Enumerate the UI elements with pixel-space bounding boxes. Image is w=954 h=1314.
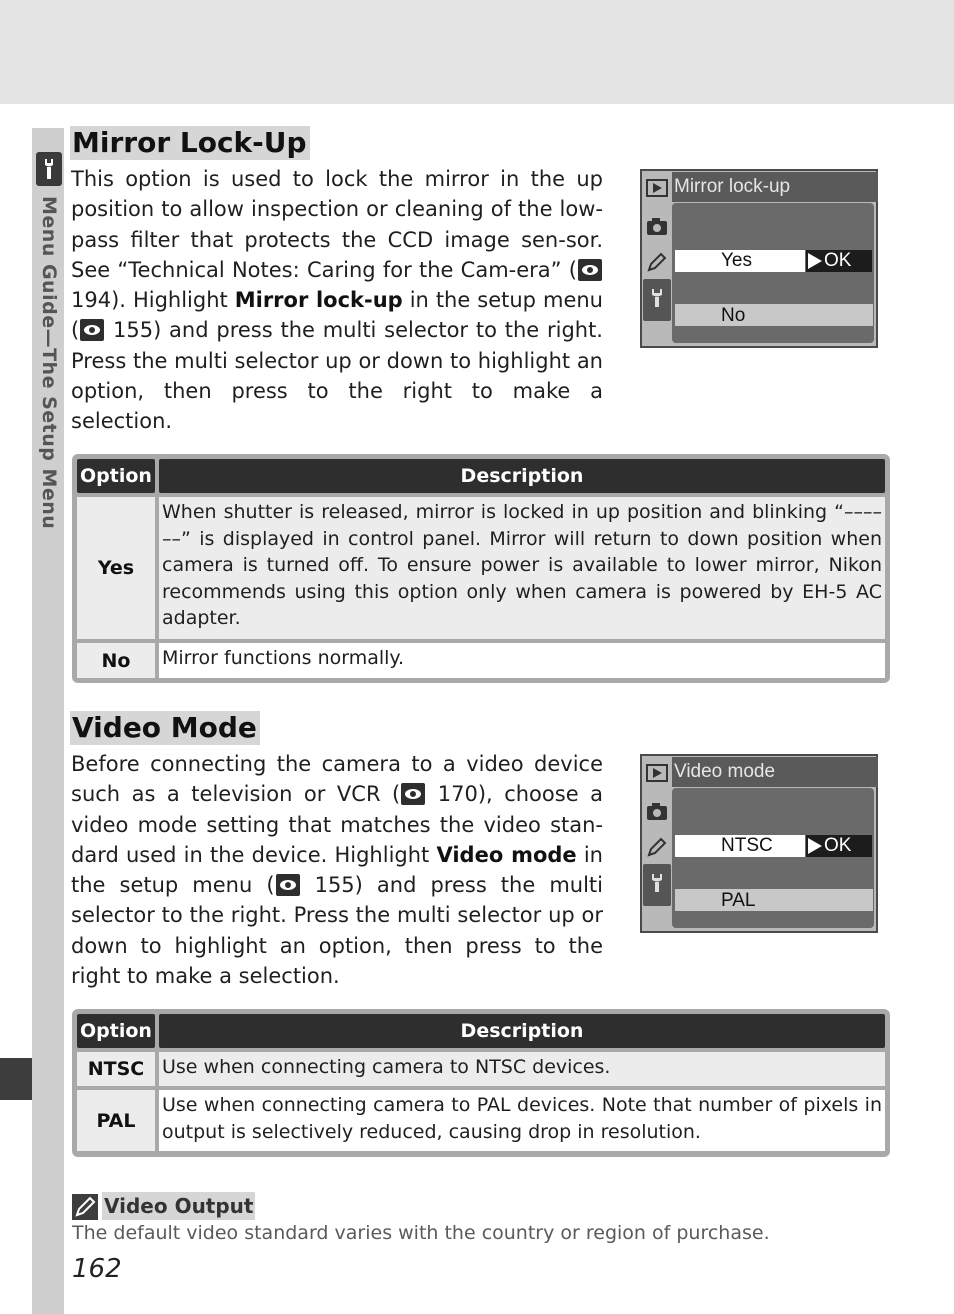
note-text: The default video standard varies with the country or region of purchase. — [72, 1222, 770, 1244]
wrench-icon — [36, 152, 62, 186]
options-table-mirror-lock-up — [72, 454, 890, 683]
table-cell-option: PAL — [77, 1090, 155, 1151]
section-thumb-tab — [0, 1058, 32, 1100]
menu-item-name: Mirror lock-up — [234, 288, 403, 313]
table-cell-description: Use when connecting camera to PAL devices. Note that number of pixels in output is selectively reduced, causing drop in resolution. — [159, 1090, 885, 1151]
menu-option[interactable]: No — [675, 304, 873, 326]
menu-screen-video-mode — [640, 754, 878, 933]
section-body-video-mode: Before connecting the camera to a video device such as a television or VCR ( 170), choose a video mode setting that matches the video stan-dard used in the device. Highlight Video mode in the setup menu ( 155) and press the multi selector to the right. Press the multi selector up or down to highlight an option, then press to the right to make a selection. — [71, 752, 603, 989]
ok-indicator: OK — [806, 250, 872, 272]
section-body-mirror-lock-up: This option is used to lock the mirror in the up position to allow inspection or cleaning of the low-pass filter that protects the CCD image sen-sor. See “Technical Notes: Caring for the Cam-era” ( 194). Highlight Mirror lock-up in the setup menu ( 155) and press the multi selector to the right. Press the multi selector up or down to highlight an option, then press to the right to make a selection. — [71, 167, 603, 434]
header-band — [0, 0, 954, 104]
reference-icon — [401, 783, 425, 805]
menu-item-name: Video mode — [436, 842, 577, 867]
reference-icon — [80, 319, 104, 341]
table-cell-description: Use when connecting camera to NTSC devices. — [159, 1052, 885, 1086]
section-title-mirror-lock-up: Mirror Lock-Up — [70, 126, 310, 160]
section-title-video-mode: Video Mode — [70, 711, 260, 745]
camera-icon — [646, 800, 668, 822]
table-cell-option: NTSC — [77, 1052, 155, 1086]
wrench-icon — [646, 287, 668, 309]
table-cell-option: Yes — [77, 497, 155, 639]
note-title: Video Output — [104, 1194, 254, 1218]
table-header-option: Option — [77, 1014, 155, 1048]
right-arrow-icon — [808, 253, 822, 269]
play-icon — [646, 762, 668, 784]
pencil-note-icon — [72, 1194, 98, 1220]
table-cell-option: No — [77, 643, 155, 678]
menu-option[interactable]: PAL — [675, 889, 873, 911]
options-table-video-mode — [72, 1009, 890, 1157]
pencil-icon — [646, 251, 668, 273]
table-header-option: Option — [77, 459, 155, 493]
menu-screen-title: Mirror lock-up — [672, 172, 878, 202]
menu-option-selected[interactable]: NTSC — [675, 835, 805, 857]
menu-screen-mirror-lock-up — [640, 169, 878, 348]
table-cell-description: Mirror functions normally. — [159, 643, 885, 678]
menu-option-selected[interactable]: Yes — [675, 250, 805, 272]
play-icon — [646, 177, 668, 199]
reference-icon — [578, 259, 602, 281]
page-number: 162 — [72, 1254, 122, 1284]
sidebar-section-label: Menu Guide—The Setup Menu — [38, 196, 60, 530]
menu-screen-title: Video mode — [672, 757, 878, 787]
table-header-description: Description — [159, 1014, 885, 1048]
ok-indicator: OK — [806, 835, 872, 857]
wrench-icon — [646, 872, 668, 894]
table-header-description: Description — [159, 459, 885, 493]
menu-tab-strip — [642, 756, 672, 931]
pencil-icon — [646, 836, 668, 858]
right-arrow-icon — [808, 838, 822, 854]
menu-tab-strip — [642, 171, 672, 346]
camera-icon — [646, 215, 668, 237]
table-cell-description: When shutter is released, mirror is locked in up position and blinking “–––– ––” is displayed in control panel. Mirror will return to down position when camera is turned off. To ensure power is available to lower mirror, Nikon recommends using this option only when camera is powered by EH-5 AC adapter. — [159, 497, 885, 639]
reference-icon — [276, 874, 300, 896]
